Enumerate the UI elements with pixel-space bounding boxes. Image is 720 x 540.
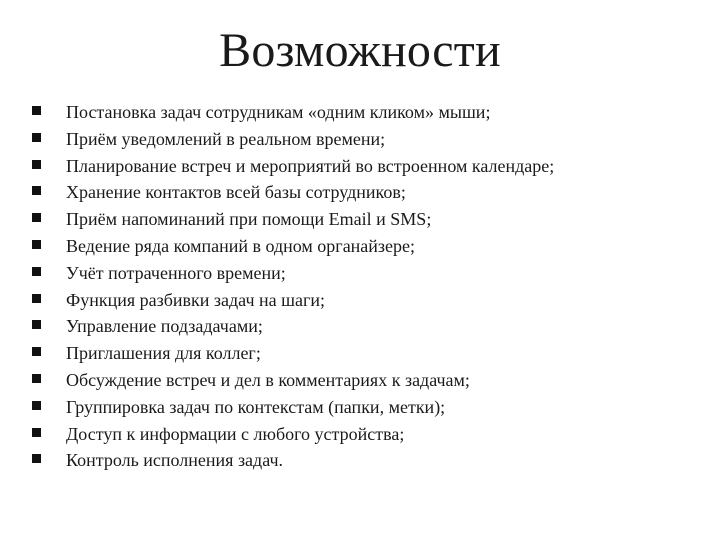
list-item-text: Обсуждение встреч и дел в комментариях к задачам; [66,369,470,390]
list-item [30,153,554,180]
list-item-text: Планирование встреч и мероприятий во встроенном календаре; [66,155,555,176]
list-item-text: Доступ к информации с любого устройства; [66,423,405,444]
slide-title: Возможности [219,24,501,77]
list-item [30,367,554,394]
list-item-text: Приём уведомлений в реальном времени; [66,128,386,149]
list-item-text: Хранение контактов всей базы сотрудников; [66,182,406,203]
list-item-text: Учёт потраченного времени; [66,262,286,283]
square-bullet-icon [32,267,41,276]
square-bullet-icon [32,428,41,437]
list-item [30,340,554,367]
square-bullet-icon [32,374,41,383]
square-bullet-icon [32,320,41,329]
list-item [30,447,554,474]
list-item [30,126,554,153]
square-bullet-icon [32,454,41,463]
list-item [30,99,554,126]
list-item-text: Постановка задач сотрудникам «одним кликом» мыши; [66,102,491,122]
square-bullet-icon [32,294,41,303]
list-item-text: Ведение ряда компаний в одном органайзере; [66,235,416,256]
list-item-text: Группировка задач по контекстам (папки, метки); [66,396,446,417]
list-item [30,179,554,206]
square-bullet-icon [32,186,41,195]
list-item [30,421,554,448]
list-item [30,206,554,233]
list-item [30,313,554,340]
square-bullet-icon [32,213,41,222]
list-item [30,394,554,421]
list-item-text: Управление подзадачами; [66,316,263,337]
square-bullet-icon [32,106,41,115]
list-item [30,233,554,260]
list-item [30,287,554,314]
square-bullet-icon [32,133,41,142]
list-item-text: Приём напоминаний при помощи Email и SMS; [66,209,432,230]
square-bullet-icon [32,160,41,169]
list-item-text: Контроль исполнения задач. [66,450,284,471]
square-bullet-icon [32,347,41,356]
list-item [30,260,554,287]
square-bullet-icon [32,240,41,249]
list-item-text: Приглашения для коллег; [66,343,261,364]
square-bullet-icon [32,401,41,410]
list-item-text: Функция разбивки задач на шаги; [66,289,325,310]
feature-list [30,99,554,474]
